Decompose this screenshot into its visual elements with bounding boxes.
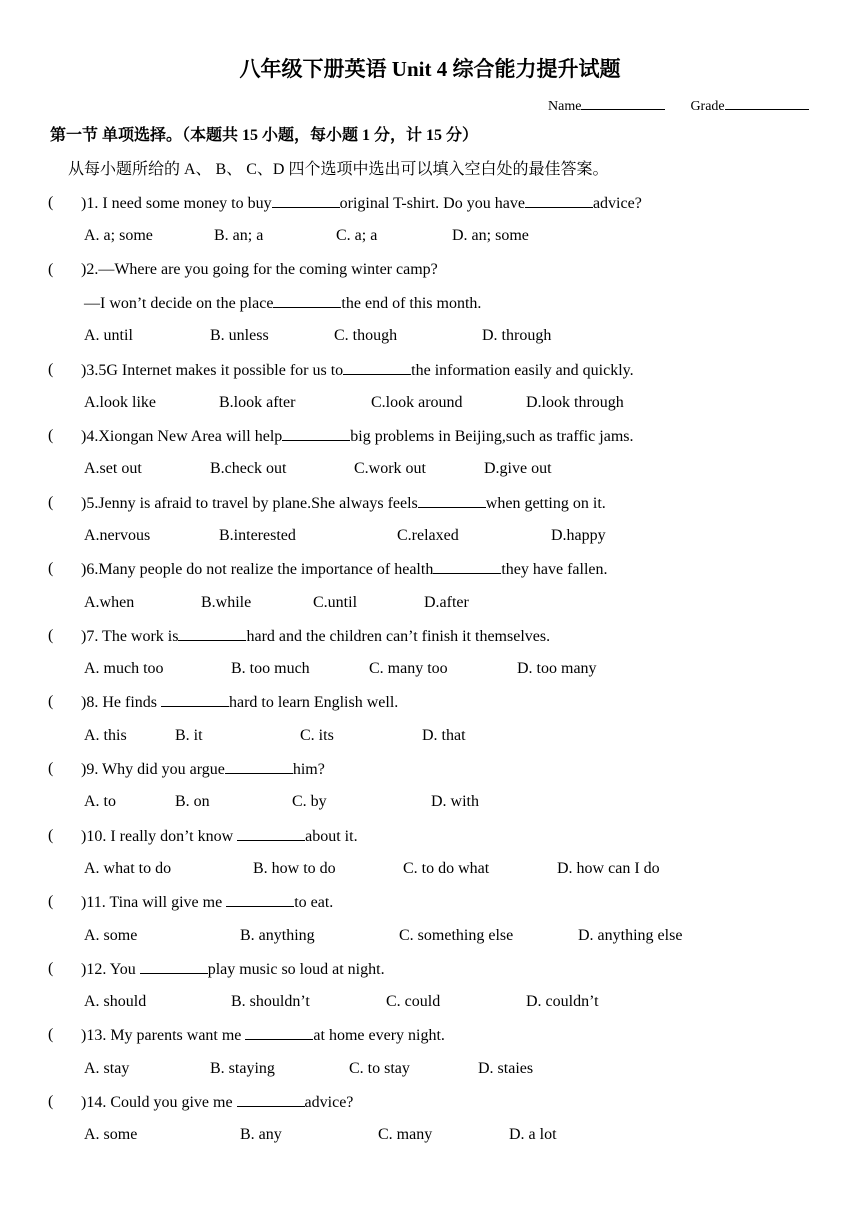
question-text-segment: 6.Many people do not realize the importance of health: [86, 561, 434, 578]
question-text: [81, 426, 634, 447]
option-d[interactable]: D.after: [424, 594, 469, 611]
fill-in-blank[interactable]: [226, 892, 294, 907]
question-text-segment: —I won’t decide on the place: [84, 295, 274, 312]
option-a[interactable]: A. until: [84, 327, 133, 344]
option-a[interactable]: A. this: [84, 727, 127, 744]
fill-in-blank[interactable]: [343, 360, 411, 375]
question-text: [84, 293, 481, 314]
option-b[interactable]: B. anything: [240, 927, 315, 944]
fill-in-blank[interactable]: [225, 759, 293, 774]
question-text-segment: 12. You: [86, 961, 140, 978]
answer-bracket-open[interactable]: (: [48, 560, 54, 577]
question-text: [81, 559, 607, 580]
answer-bracket-close[interactable]: ): [81, 561, 87, 578]
option-c[interactable]: C. to do what: [403, 860, 490, 877]
question-text: [81, 759, 325, 780]
page-title: 八年级下册英语 Unit 4 综合能力提升试题: [239, 57, 621, 81]
option-c[interactable]: C.until: [313, 594, 358, 611]
option-b[interactable]: B.check out: [210, 460, 287, 477]
fill-in-blank[interactable]: [273, 293, 341, 308]
question-text-segment: 3.5G Internet makes it possible for us to: [86, 362, 344, 379]
option-d[interactable]: D. anything else: [578, 927, 683, 944]
question-text-segment: 13. My parents want me: [86, 1027, 246, 1044]
answer-bracket-open[interactable]: (: [48, 361, 54, 378]
answer-bracket-open[interactable]: (: [48, 893, 54, 910]
question-text-segment: 7. The work is: [86, 628, 179, 645]
question-text-segment: hard to learn English well.: [228, 694, 399, 711]
option-d[interactable]: D. staies: [478, 1060, 534, 1077]
option-a[interactable]: A. should: [84, 993, 147, 1010]
option-c[interactable]: C.relaxed: [397, 527, 459, 544]
answer-bracket-open[interactable]: (: [48, 627, 54, 644]
fill-in-blank[interactable]: [237, 826, 305, 841]
option-b[interactable]: B. how to do: [253, 860, 336, 877]
answer-bracket-open[interactable]: (: [48, 693, 54, 710]
option-a[interactable]: A.nervous: [84, 527, 151, 544]
option-b[interactable]: B.interested: [219, 527, 296, 544]
name-grade-line: [548, 96, 809, 116]
question-text: [81, 1092, 353, 1113]
option-d[interactable]: D. that: [422, 727, 466, 744]
answer-bracket-open[interactable]: (: [48, 261, 54, 278]
question-text-segment: 10. I really don’t know: [86, 828, 238, 845]
option-c[interactable]: C. by: [292, 793, 327, 810]
fill-in-blank[interactable]: [178, 626, 246, 641]
question-text: [81, 959, 385, 980]
option-a[interactable]: A. stay: [84, 1060, 130, 1077]
answer-bracket-open[interactable]: (: [48, 960, 54, 977]
answer-bracket-open[interactable]: (: [48, 1093, 54, 1110]
answer-bracket-close[interactable]: ): [81, 261, 87, 278]
option-a[interactable]: A. much too: [84, 660, 164, 677]
option-b[interactable]: B. too much: [231, 660, 310, 677]
option-d[interactable]: D.look through: [526, 394, 624, 411]
option-b[interactable]: B. on: [175, 793, 210, 810]
option-c[interactable]: C. though: [334, 327, 398, 344]
fill-in-blank[interactable]: [237, 1092, 305, 1107]
question-text-segment: 8. He finds: [86, 694, 161, 711]
question-text-segment: they have fallen.: [501, 561, 608, 578]
fill-in-blank[interactable]: [282, 426, 350, 441]
option-c[interactable]: C. a; a: [336, 227, 378, 244]
option-c[interactable]: C. something else: [399, 927, 514, 944]
fill-in-blank[interactable]: [525, 193, 593, 208]
option-a[interactable]: A. some: [84, 927, 138, 944]
answer-bracket-close[interactable]: ): [81, 428, 87, 445]
answer-bracket-close[interactable]: ): [81, 761, 87, 778]
option-b[interactable]: B. shouldn’t: [231, 993, 310, 1010]
question-text-segment: the end of this month.: [341, 295, 482, 312]
option-d[interactable]: D. how can I do: [557, 860, 660, 877]
answer-bracket-close[interactable]: ): [81, 694, 87, 711]
grade-label: Grade: [690, 99, 725, 114]
fill-in-blank[interactable]: [433, 559, 501, 574]
question-text: [81, 626, 550, 647]
option-d[interactable]: D.happy: [551, 527, 606, 544]
option-a[interactable]: A.set out: [84, 460, 142, 477]
option-c[interactable]: C. many: [378, 1126, 433, 1143]
question-text-segment: 4.Xiongan New Area will help: [86, 428, 283, 445]
question-text-segment: 14. Could you give me: [86, 1094, 237, 1111]
question-text-segment: at home every night.: [313, 1027, 445, 1044]
fill-in-blank[interactable]: [245, 1025, 313, 1040]
option-b[interactable]: B. unless: [210, 327, 269, 344]
question-text-segment: 11. Tina will give me: [86, 894, 227, 911]
question-text-segment: play music so loud at night.: [207, 961, 385, 978]
answer-bracket-close[interactable]: ): [81, 1027, 87, 1044]
option-d[interactable]: D. too many: [517, 660, 597, 677]
question-text: [81, 892, 333, 913]
answer-bracket-open[interactable]: (: [48, 427, 54, 444]
fill-in-blank[interactable]: [418, 493, 486, 508]
option-a[interactable]: A. a; some: [84, 227, 153, 244]
question-text: [81, 692, 398, 713]
question-text-segment: 2.—Where are you going for the coming winter camp?: [86, 261, 438, 278]
option-b[interactable]: B. an; a: [214, 227, 264, 244]
option-d[interactable]: D. an; some: [452, 227, 529, 244]
question-text-segment: about it.: [305, 828, 358, 845]
question-text-segment: when getting on it.: [485, 495, 606, 512]
name-label: Name: [548, 99, 582, 114]
option-b[interactable]: B.look after: [219, 394, 296, 411]
option-c[interactable]: C. could: [386, 993, 441, 1010]
option-c[interactable]: C.look around: [371, 394, 463, 411]
question-text: [81, 260, 438, 280]
answer-bracket-close[interactable]: ): [81, 628, 87, 645]
answer-bracket-close[interactable]: ): [81, 195, 87, 212]
answer-bracket-open[interactable]: (: [48, 760, 54, 777]
option-b[interactable]: B.while: [201, 594, 252, 611]
answer-bracket-open[interactable]: (: [48, 1026, 54, 1043]
question-text-segment: hard and the children can’t finish it themselves.: [246, 628, 551, 645]
option-a[interactable]: A.when: [84, 594, 135, 611]
option-a[interactable]: A.look like: [84, 394, 156, 411]
option-d[interactable]: D. a lot: [509, 1126, 557, 1143]
option-d[interactable]: D. through: [482, 327, 552, 344]
question-text: [81, 493, 606, 514]
question-text-segment: to eat.: [294, 894, 334, 911]
option-c[interactable]: C.work out: [354, 460, 426, 477]
option-a[interactable]: A. some: [84, 1126, 138, 1143]
name-blank[interactable]: [581, 96, 665, 110]
answer-bracket-close[interactable]: ): [81, 828, 87, 845]
question-text: [81, 826, 358, 847]
option-a[interactable]: A. what to do: [84, 860, 172, 877]
option-c[interactable]: C. its: [300, 727, 334, 744]
answer-bracket-close[interactable]: ): [81, 1094, 87, 1111]
question-text: [81, 360, 634, 381]
fill-in-blank[interactable]: [140, 959, 208, 974]
option-c[interactable]: C. many too: [369, 660, 448, 677]
question-text-segment: 9. Why did you argue: [86, 761, 225, 778]
answer-bracket-close[interactable]: ): [81, 961, 87, 978]
fill-in-blank[interactable]: [161, 692, 229, 707]
answer-bracket-close[interactable]: ): [81, 894, 87, 911]
option-a[interactable]: A. to: [84, 793, 116, 810]
option-b[interactable]: B. any: [240, 1126, 282, 1143]
option-d[interactable]: D. with: [431, 793, 479, 810]
answer-bracket-open[interactable]: (: [48, 194, 54, 211]
option-c[interactable]: C. to stay: [349, 1060, 410, 1077]
section-heading: 第一节 单项选择。（本题共 15 小题，每小题 1 分，计 15 分）: [50, 127, 479, 144]
answer-bracket-close[interactable]: ): [81, 362, 87, 379]
question-text: [81, 193, 642, 214]
option-b[interactable]: B. it: [175, 727, 203, 744]
question-text-segment: 5.Jenny is afraid to travel by plane.She always feels: [86, 495, 418, 512]
question-text: [81, 1025, 445, 1046]
answer-bracket-close[interactable]: ): [81, 495, 87, 512]
question-text-segment: advice?: [304, 1094, 354, 1111]
question-text-segment: 1. I need some money to buy: [86, 195, 272, 212]
question-text-segment: him?: [292, 761, 325, 778]
option-d[interactable]: D.give out: [484, 460, 552, 477]
option-d[interactable]: D. couldn’t: [526, 993, 599, 1010]
fill-in-blank[interactable]: [272, 193, 340, 208]
section-instruction: 从每小题所给的 A、 B、 C、D 四个选项中选出可以填入空白处的最佳答案。: [68, 161, 609, 178]
question-text-segment: the information easily and quickly.: [411, 362, 634, 379]
answer-bracket-open[interactable]: (: [48, 827, 54, 844]
option-b[interactable]: B. staying: [210, 1060, 275, 1077]
answer-bracket-open[interactable]: (: [48, 494, 54, 511]
question-text-segment: original T-shirt. Do you have: [339, 195, 525, 212]
grade-blank[interactable]: [725, 96, 809, 110]
question-text-segment: big problems in Beijing,such as traffic jams.: [350, 428, 634, 445]
question-text-segment: advice?: [592, 195, 642, 212]
